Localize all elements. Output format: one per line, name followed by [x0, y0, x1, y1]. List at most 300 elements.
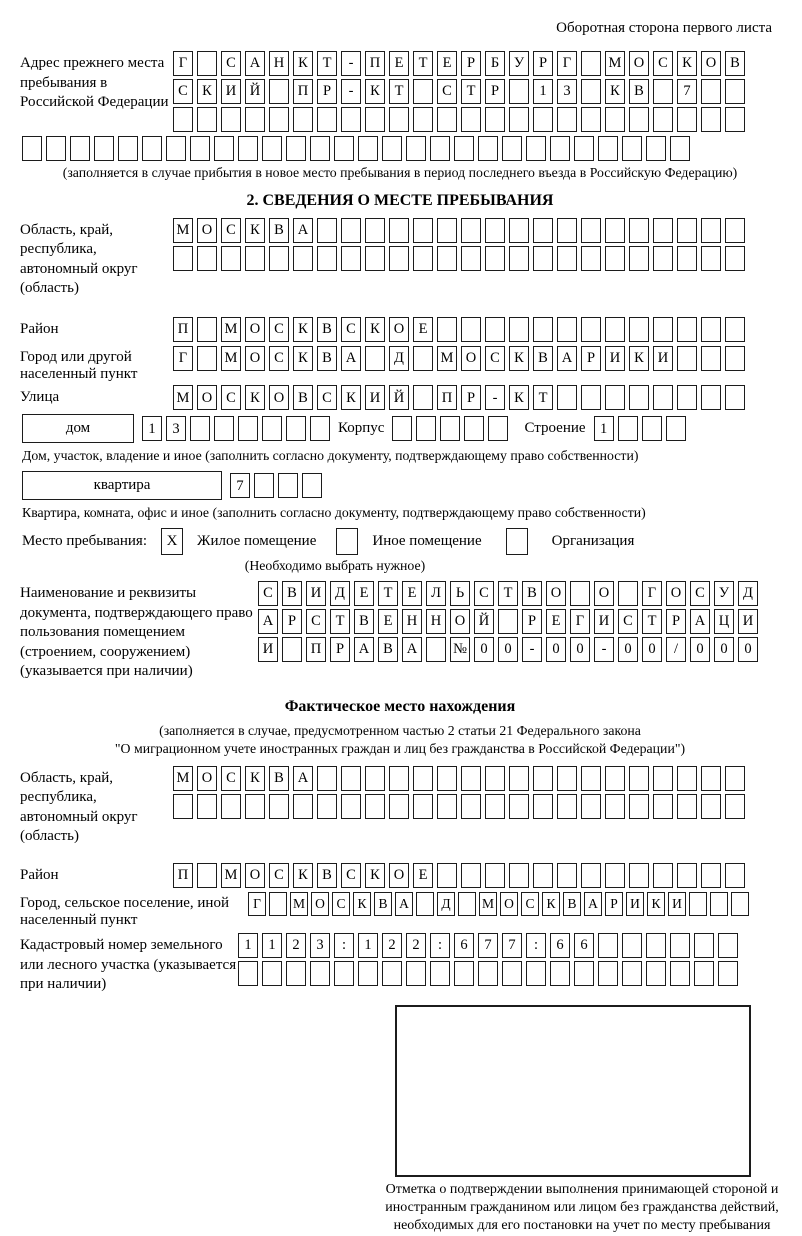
char-box: 1 [533, 79, 553, 104]
prev-address-row-3 [173, 107, 745, 132]
section2-title: 2. СВЕДЕНИЯ О МЕСТЕ ПРЕБЫВАНИЯ [246, 191, 554, 209]
char-box [701, 794, 721, 819]
char-box: К [245, 385, 265, 410]
char-box [701, 246, 721, 271]
char-box: - [341, 79, 361, 104]
char-box: - [485, 385, 505, 410]
char-box [533, 218, 553, 243]
char-box [317, 218, 337, 243]
back-side-note: Оборотная сторона первого листа [556, 20, 772, 36]
char-box [731, 892, 749, 916]
char-box: А [557, 346, 577, 371]
char-box: 3 [166, 416, 186, 441]
char-box: К [293, 346, 313, 371]
char-box [653, 863, 673, 888]
char-box [502, 961, 522, 986]
confirmation-stamp-box [395, 1005, 751, 1177]
char-box: Р [666, 609, 686, 634]
char-box [118, 136, 138, 161]
char-box [653, 794, 673, 819]
char-box [694, 961, 714, 986]
char-box: 3 [557, 79, 577, 104]
char-box [341, 246, 361, 271]
char-box [526, 961, 546, 986]
char-box: Т [389, 79, 409, 104]
char-box: О [701, 51, 721, 76]
char-box [437, 246, 457, 271]
char-box: Г [557, 51, 577, 76]
district-label: Район [20, 320, 59, 337]
char-box [509, 317, 529, 342]
char-box [653, 107, 673, 132]
char-box [286, 961, 306, 986]
char-box [197, 51, 217, 76]
char-box: И [594, 609, 614, 634]
fact-district-label: Район [20, 866, 59, 883]
char-box [725, 107, 745, 132]
street-label: Улица [20, 389, 60, 406]
char-box: С [258, 581, 278, 606]
char-box: 6 [574, 933, 594, 958]
char-box: 0 [546, 637, 566, 662]
char-box: Т [533, 385, 553, 410]
char-box: М [221, 863, 241, 888]
char-box [358, 136, 378, 161]
char-box [221, 107, 241, 132]
char-box [670, 933, 690, 958]
char-box: А [354, 637, 374, 662]
char-box [365, 107, 385, 132]
char-box [533, 246, 553, 271]
char-box [461, 107, 481, 132]
char-box: П [437, 385, 457, 410]
char-box [22, 136, 42, 161]
char-box [382, 136, 402, 161]
char-box: И [258, 637, 278, 662]
char-box [725, 246, 745, 271]
char-box: К [341, 385, 361, 410]
char-box: О [389, 863, 409, 888]
char-box [238, 136, 258, 161]
prev-address-caption: (заполняется в случае прибытия в новое место пребывания в период последнего въезда в Российскую Федерацию) [62, 165, 738, 180]
char-box: М [173, 385, 193, 410]
char-box [221, 246, 241, 271]
char-box [70, 136, 90, 161]
char-box: - [522, 637, 542, 662]
char-box [413, 107, 433, 132]
char-box: С [269, 346, 289, 371]
char-box [694, 933, 714, 958]
char-box [629, 794, 649, 819]
char-box [413, 346, 433, 371]
char-box: К [293, 863, 313, 888]
char-box: Е [413, 863, 433, 888]
char-box: 7 [478, 933, 498, 958]
char-box: У [714, 581, 734, 606]
char-box: 0 [714, 637, 734, 662]
char-box [701, 218, 721, 243]
char-box: 6 [550, 933, 570, 958]
char-box: С [306, 609, 326, 634]
char-box [677, 218, 697, 243]
char-box: Г [642, 581, 662, 606]
char-box [581, 766, 601, 791]
char-box [677, 107, 697, 132]
house-caption: Дом, участок, владение и иное (заполнить согласно документу, подтверждающему право собственности) [22, 448, 639, 464]
char-box: О [546, 581, 566, 606]
char-box [533, 863, 553, 888]
char-box: 7 [502, 933, 522, 958]
char-box: Г [570, 609, 590, 634]
char-box: М [221, 346, 241, 371]
char-box [197, 317, 217, 342]
char-box: : [526, 933, 546, 958]
apartment-box: квартира [22, 471, 222, 500]
char-box [653, 218, 673, 243]
char-box [502, 136, 522, 161]
char-box: 0 [690, 637, 710, 662]
char-box: А [293, 766, 313, 791]
char-box: В [725, 51, 745, 76]
char-box [214, 136, 234, 161]
char-box [701, 317, 721, 342]
char-box: П [173, 863, 193, 888]
char-box [173, 107, 193, 132]
korpus-cells [392, 416, 508, 441]
char-box [557, 246, 577, 271]
char-box [317, 794, 337, 819]
char-box [341, 218, 361, 243]
char-box [293, 107, 313, 132]
char-box [689, 892, 707, 916]
street-row [173, 385, 745, 410]
char-box [498, 609, 518, 634]
char-box [461, 794, 481, 819]
char-box [341, 794, 361, 819]
char-box [526, 136, 546, 161]
char-box [725, 863, 745, 888]
char-box [677, 246, 697, 271]
char-box [581, 51, 601, 76]
char-box: В [354, 609, 374, 634]
char-box [269, 892, 287, 916]
char-box [725, 385, 745, 410]
char-box [310, 961, 330, 986]
char-box [413, 385, 433, 410]
char-box [190, 136, 210, 161]
char-box [605, 385, 625, 410]
char-box: С [437, 79, 457, 104]
char-box: Е [546, 609, 566, 634]
char-box [426, 637, 446, 662]
char-box [478, 136, 498, 161]
stay-option-residential-label: Жилое помещение [197, 533, 317, 550]
char-box [605, 317, 625, 342]
char-box: У [509, 51, 529, 76]
char-box [581, 863, 601, 888]
char-box: В [533, 346, 553, 371]
char-box: К [353, 892, 371, 916]
char-box [598, 136, 618, 161]
char-box [406, 961, 426, 986]
char-box: И [626, 892, 644, 916]
char-box: Р [522, 609, 542, 634]
char-box: Р [485, 79, 505, 104]
char-box: Е [354, 581, 374, 606]
char-box [605, 794, 625, 819]
char-box [557, 317, 577, 342]
char-box [245, 107, 265, 132]
char-box [310, 416, 330, 441]
char-box [269, 794, 289, 819]
char-box: А [395, 892, 413, 916]
char-box: Й [389, 385, 409, 410]
char-box [629, 107, 649, 132]
char-box [509, 246, 529, 271]
char-box [302, 473, 322, 498]
char-box: О [245, 346, 265, 371]
char-box: О [629, 51, 649, 76]
char-box [646, 136, 666, 161]
char-box: К [629, 346, 649, 371]
char-box [629, 385, 649, 410]
char-box: С [653, 51, 673, 76]
cadastral-row-1 [238, 933, 738, 958]
char-box: Д [738, 581, 758, 606]
char-box: С [341, 863, 361, 888]
char-box [365, 346, 385, 371]
char-box: Д [437, 892, 455, 916]
char-box: В [374, 892, 392, 916]
char-box: С [221, 218, 241, 243]
char-box: Т [642, 609, 662, 634]
char-box [629, 218, 649, 243]
char-box [629, 246, 649, 271]
char-box [701, 385, 721, 410]
char-box: Б [485, 51, 505, 76]
char-box [461, 317, 481, 342]
char-box [365, 794, 385, 819]
region-label: Область, край, республика, автономный округ (область) [20, 221, 138, 297]
char-box [677, 794, 697, 819]
char-box [478, 961, 498, 986]
char-box [437, 863, 457, 888]
char-box: 0 [642, 637, 662, 662]
char-box [646, 961, 666, 986]
char-box: О [197, 385, 217, 410]
char-box: С [221, 766, 241, 791]
char-box [725, 79, 745, 104]
char-box [430, 961, 450, 986]
char-box: И [653, 346, 673, 371]
char-box: 2 [406, 933, 426, 958]
char-box [570, 581, 590, 606]
char-box [365, 766, 385, 791]
char-box: 0 [738, 637, 758, 662]
char-box [701, 766, 721, 791]
char-box [557, 794, 577, 819]
char-box [389, 107, 409, 132]
char-box [173, 794, 193, 819]
char-box [46, 136, 66, 161]
char-box: В [522, 581, 542, 606]
char-box [557, 766, 577, 791]
char-box: А [341, 346, 361, 371]
char-box: М [173, 218, 193, 243]
char-box: К [245, 766, 265, 791]
char-box [485, 766, 505, 791]
char-box [245, 246, 265, 271]
char-box: А [402, 637, 422, 662]
char-box: - [594, 637, 614, 662]
region-row-2 [173, 246, 745, 271]
char-box: И [221, 79, 241, 104]
char-box [725, 346, 745, 371]
char-box: : [430, 933, 450, 958]
district-row [173, 317, 745, 342]
prev-address-label: Адрес прежнего места пребывания в Российской Федерации [20, 55, 169, 110]
char-box [382, 961, 402, 986]
char-box: П [293, 79, 313, 104]
char-box [485, 863, 505, 888]
char-box [245, 794, 265, 819]
char-box: К [509, 346, 529, 371]
char-box: К [509, 385, 529, 410]
char-box: М [290, 892, 308, 916]
char-box: М [221, 317, 241, 342]
char-box: А [584, 892, 602, 916]
char-box: С [173, 79, 193, 104]
char-box: П [306, 637, 326, 662]
char-box [629, 863, 649, 888]
char-box: Л [426, 581, 446, 606]
fact-region-row-1 [173, 766, 745, 791]
char-box [574, 961, 594, 986]
char-box [485, 794, 505, 819]
char-box [725, 766, 745, 791]
korpus-label: Корпус [338, 420, 385, 437]
char-box: В [293, 385, 313, 410]
char-box: Ь [450, 581, 470, 606]
char-box [197, 246, 217, 271]
char-box [653, 766, 673, 791]
char-box: Е [413, 317, 433, 342]
char-box [557, 107, 577, 132]
char-box [94, 136, 114, 161]
char-box [461, 246, 481, 271]
char-box [581, 246, 601, 271]
char-box [358, 961, 378, 986]
char-box [533, 107, 553, 132]
char-box [413, 218, 433, 243]
char-box: 0 [474, 637, 494, 662]
char-box: - [341, 51, 361, 76]
char-box [622, 136, 642, 161]
char-box: О [461, 346, 481, 371]
char-box: К [245, 218, 265, 243]
char-box [701, 346, 721, 371]
stroenie-label: Строение [524, 420, 586, 437]
char-box [622, 961, 642, 986]
char-box [464, 416, 484, 441]
char-box: С [221, 385, 241, 410]
char-box: В [317, 863, 337, 888]
char-box: 7 [230, 473, 250, 498]
char-box [413, 79, 433, 104]
char-box [605, 766, 625, 791]
char-box: С [618, 609, 638, 634]
char-box: О [389, 317, 409, 342]
stroenie-cells [594, 416, 686, 441]
char-box: И [605, 346, 625, 371]
char-box: В [563, 892, 581, 916]
char-box: С [332, 892, 350, 916]
char-box [618, 416, 638, 441]
char-box: С [690, 581, 710, 606]
char-box: С [221, 51, 241, 76]
char-box [262, 416, 282, 441]
char-box: О [197, 218, 217, 243]
apartment-cells [230, 473, 322, 498]
char-box: 7 [677, 79, 697, 104]
char-box [550, 961, 570, 986]
char-box: Р [317, 79, 337, 104]
char-box [286, 416, 306, 441]
stay-note: (Необходимо выбрать нужное) [244, 558, 426, 574]
stay-checkbox-organization [506, 528, 528, 555]
char-box: Т [317, 51, 337, 76]
char-box [214, 416, 234, 441]
char-box [485, 246, 505, 271]
char-box: П [365, 51, 385, 76]
char-box [557, 218, 577, 243]
char-box: Р [533, 51, 553, 76]
document-row-2 [258, 609, 758, 634]
fact-district-row [173, 863, 745, 888]
char-box: 1 [142, 416, 162, 441]
fact-caption-2: "О миграционном учете иностранных граждан и лиц без гражданства в Российской Федерации") [114, 740, 686, 756]
char-box [701, 863, 721, 888]
char-box [677, 766, 697, 791]
char-box [666, 416, 686, 441]
char-box: О [311, 892, 329, 916]
char-box [533, 317, 553, 342]
char-box: 6 [454, 933, 474, 958]
char-box: С [485, 346, 505, 371]
char-box [437, 317, 457, 342]
char-box [598, 933, 618, 958]
stamp-caption: Отметка о подтверждении выполнения принимающей стороной и иностранным гражданином или лицом без гражданства действий, необходимых для его постановки на учет по месту пребывания [385, 1181, 779, 1234]
char-box [605, 246, 625, 271]
char-box: К [542, 892, 560, 916]
char-box: О [666, 581, 686, 606]
char-box [677, 385, 697, 410]
stay-checkbox-residential: X [161, 528, 183, 555]
char-box [437, 107, 457, 132]
char-box: Г [173, 346, 193, 371]
char-box [642, 416, 662, 441]
fact-region-label: Область, край, республика, автономный округ (область) [20, 769, 138, 845]
char-box: А [690, 609, 710, 634]
city-row [173, 346, 745, 371]
char-box [461, 863, 481, 888]
char-box [458, 892, 476, 916]
char-box [488, 416, 508, 441]
char-box: В [317, 317, 337, 342]
char-box [221, 794, 241, 819]
char-box: К [365, 863, 385, 888]
cadastral-label: Кадастровый номер земельного или лесного участка (указывается при наличии) [20, 937, 237, 993]
